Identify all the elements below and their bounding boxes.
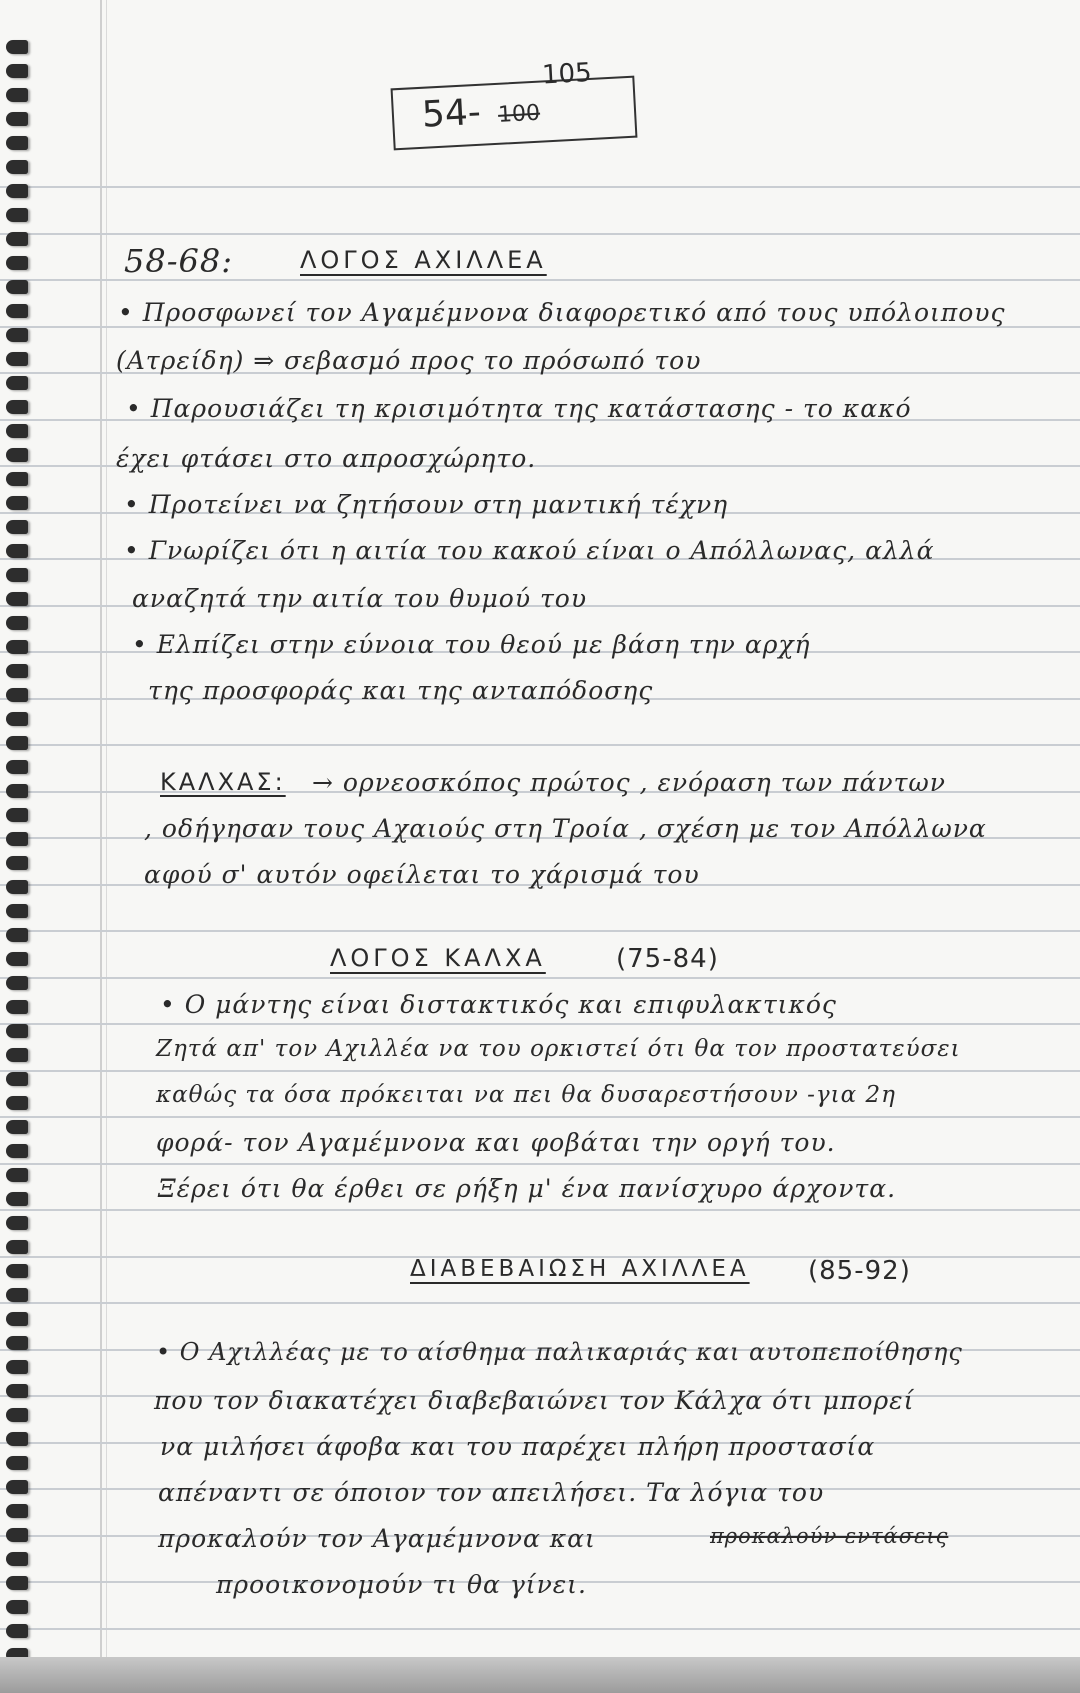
section1-line: • Γνωρίζει ότι η αιτία του κακού είναι ο Απόλλωνας, αλλά bbox=[124, 536, 935, 565]
spiral-hole bbox=[6, 1576, 28, 1590]
ruled-line bbox=[0, 1070, 1080, 1072]
spiral-hole bbox=[6, 1504, 28, 1518]
spiral-hole bbox=[6, 832, 28, 846]
spiral-hole bbox=[6, 568, 28, 582]
section4-range: (85-92) bbox=[808, 1256, 911, 1286]
spiral-hole bbox=[6, 304, 28, 318]
ruled-line bbox=[0, 1628, 1080, 1630]
spiral-hole bbox=[6, 40, 28, 54]
ruled-line bbox=[0, 1209, 1080, 1211]
spiral-hole bbox=[6, 496, 28, 510]
spiral-hole bbox=[6, 1600, 28, 1614]
spiral-hole bbox=[6, 1312, 28, 1326]
ruled-line bbox=[0, 186, 1080, 188]
spiral-binding bbox=[0, 0, 40, 1693]
spiral-hole bbox=[6, 136, 28, 150]
spiral-hole bbox=[6, 88, 28, 102]
spiral-hole bbox=[6, 928, 28, 942]
page-number-label: 54- bbox=[420, 91, 482, 136]
spiral-hole bbox=[6, 1024, 28, 1038]
section3-line: • Ο μάντης είναι διστακτικός και επιφυλακτικός bbox=[160, 990, 837, 1019]
spiral-hole bbox=[6, 688, 28, 702]
section1-line: έχει φτάσει στο απροσχώρητο. bbox=[116, 444, 537, 473]
spiral-hole bbox=[6, 160, 28, 174]
spiral-hole bbox=[6, 976, 28, 990]
spiral-hole bbox=[6, 376, 28, 390]
ruled-line bbox=[0, 977, 1080, 979]
section3-line: καθώς τα όσα πρόκειται να πει θα δυσαρεστήσουν -για 2η bbox=[156, 1082, 896, 1108]
ruled-line bbox=[0, 1116, 1080, 1118]
spiral-hole bbox=[6, 784, 28, 798]
spiral-hole bbox=[6, 664, 28, 678]
ruled-line bbox=[0, 930, 1080, 932]
section3-range: (75-84) bbox=[616, 944, 719, 974]
page-bottom-edge bbox=[0, 1657, 1080, 1693]
section1-range: 58-68: bbox=[124, 242, 234, 280]
page-number-corrected: 105 bbox=[541, 57, 593, 91]
section2-label: ΚΑΛΧΑΣ: bbox=[160, 768, 286, 796]
spiral-hole bbox=[6, 280, 28, 294]
spiral-hole bbox=[6, 1072, 28, 1086]
section4-line: προκαλούν τον Αγαμέμνονα και bbox=[158, 1524, 596, 1553]
spiral-hole bbox=[6, 1360, 28, 1374]
margin-line-inner bbox=[106, 0, 107, 1693]
section3-line: Ζητά απ' τον Αχιλλέα να του ορκιστεί ότι θα τον προστατεύσει bbox=[156, 1036, 961, 1062]
page-number-crossed: 100 bbox=[497, 100, 541, 128]
spiral-hole bbox=[6, 736, 28, 750]
spiral-hole bbox=[6, 1288, 28, 1302]
spiral-hole bbox=[6, 808, 28, 822]
spiral-hole bbox=[6, 1240, 28, 1254]
spiral-hole bbox=[6, 760, 28, 774]
spiral-hole bbox=[6, 520, 28, 534]
ruled-line bbox=[0, 233, 1080, 235]
spiral-hole bbox=[6, 448, 28, 462]
spiral-hole bbox=[6, 1120, 28, 1134]
section3-line: φορά- τον Αγαμέμνονα και φοβάται την οργή του. bbox=[156, 1128, 836, 1157]
spiral-hole bbox=[6, 256, 28, 270]
section1-line: της προσφοράς και της ανταπόδοσης bbox=[148, 676, 654, 705]
ruled-line bbox=[0, 744, 1080, 746]
section1-line: • Παρουσιάζει τη κρισιμότητα της κατάστασης - το κακό bbox=[126, 394, 912, 423]
spiral-hole bbox=[6, 472, 28, 486]
spiral-hole bbox=[6, 616, 28, 630]
spiral-hole bbox=[6, 232, 28, 246]
spiral-hole bbox=[6, 1048, 28, 1062]
spiral-hole bbox=[6, 952, 28, 966]
section2-line: αφού σ' αυτόν οφείλεται το χάρισμά του bbox=[144, 860, 700, 889]
spiral-hole bbox=[6, 904, 28, 918]
margin-line bbox=[100, 0, 102, 1693]
spiral-hole bbox=[6, 1384, 28, 1398]
spiral-hole bbox=[6, 208, 28, 222]
ruled-line bbox=[0, 1302, 1080, 1304]
spiral-hole bbox=[6, 1528, 28, 1542]
spiral-hole bbox=[6, 640, 28, 654]
spiral-hole bbox=[6, 1336, 28, 1350]
section1-line: • Προτείνει να ζητήσουν στη μαντική τέχνη bbox=[124, 490, 729, 519]
section2-line: → ορνεοσκόπος πρώτος , ενόραση των πάντων bbox=[312, 768, 947, 797]
section4-line: απέναντι σε όποιον τον απειλήσει. Τα λόγια του bbox=[158, 1478, 825, 1507]
spiral-hole bbox=[6, 184, 28, 198]
spiral-hole bbox=[6, 64, 28, 78]
section1-line: αναζητά την αιτία του θυμού του bbox=[132, 584, 588, 613]
spiral-hole bbox=[6, 1168, 28, 1182]
ruled-line bbox=[0, 1023, 1080, 1025]
section4-line: να μιλήσει άφοβα και του παρέχει πλήρη προστασία bbox=[160, 1432, 876, 1461]
spiral-hole bbox=[6, 1432, 28, 1446]
spiral-hole bbox=[6, 1480, 28, 1494]
spiral-hole bbox=[6, 424, 28, 438]
ruled-line bbox=[0, 1163, 1080, 1165]
spiral-hole bbox=[6, 592, 28, 606]
section1-title: ΛΟΓΟΣ ΑΧΙΛΛΕΑ bbox=[300, 246, 547, 274]
section4-line: που τον διακατέχει διαβεβαιώνει τον Κάλχα ότι μπορεί bbox=[154, 1386, 915, 1415]
spiral-hole bbox=[6, 1264, 28, 1278]
spiral-hole bbox=[6, 328, 28, 342]
spiral-hole bbox=[6, 400, 28, 414]
section3-line: Ξέρει ότι θα έρθει σε ρήξη μ' ένα πανίσχυρο άρχοντα. bbox=[158, 1174, 897, 1203]
spiral-hole bbox=[6, 1096, 28, 1110]
page-number-box bbox=[391, 57, 638, 151]
spiral-hole bbox=[6, 880, 28, 894]
section2-line: , οδήγησαν τους Αχαιούς στη Τροία , σχέση με τον Απόλλωνα bbox=[144, 814, 987, 843]
section1-line: • Προσφωνεί τον Αγαμέμνονα διαφορετικό από τους υπόλοιπους bbox=[118, 298, 1006, 327]
spiral-hole bbox=[6, 1552, 28, 1566]
spiral-hole bbox=[6, 544, 28, 558]
section4-title: ΔΙΑΒΕΒΑΙΩΣΗ ΑΧΙΛΛΕΑ bbox=[410, 1256, 750, 1282]
spiral-hole bbox=[6, 352, 28, 366]
spiral-hole bbox=[6, 712, 28, 726]
spiral-hole bbox=[6, 856, 28, 870]
struck-text: προκαλούν εντάσεις bbox=[710, 1524, 949, 1548]
spiral-hole bbox=[6, 1456, 28, 1470]
spiral-hole bbox=[6, 1144, 28, 1158]
spiral-hole bbox=[6, 1000, 28, 1014]
spiral-hole bbox=[6, 1624, 28, 1638]
spiral-hole bbox=[6, 1408, 28, 1422]
section4-last-line: προοικονομούν τι θα γίνει. bbox=[216, 1570, 587, 1599]
spiral-hole bbox=[6, 1216, 28, 1230]
section3-title: ΛΟΓΟΣ ΚΑΛΧΑ bbox=[330, 944, 546, 972]
section1-line: • Ελπίζει στην εύνοια του θεού με βάση την αρχή bbox=[132, 630, 811, 659]
spiral-hole bbox=[6, 112, 28, 126]
section1-line: (Ατρείδη) ⇒ σεβασμό προς το πρόσωπό του bbox=[116, 346, 702, 375]
section4-line: • Ο Αχιλλέας με το αίσθημα παλικαριάς και αυτοπεποίθησης bbox=[156, 1338, 963, 1366]
spiral-hole bbox=[6, 1192, 28, 1206]
